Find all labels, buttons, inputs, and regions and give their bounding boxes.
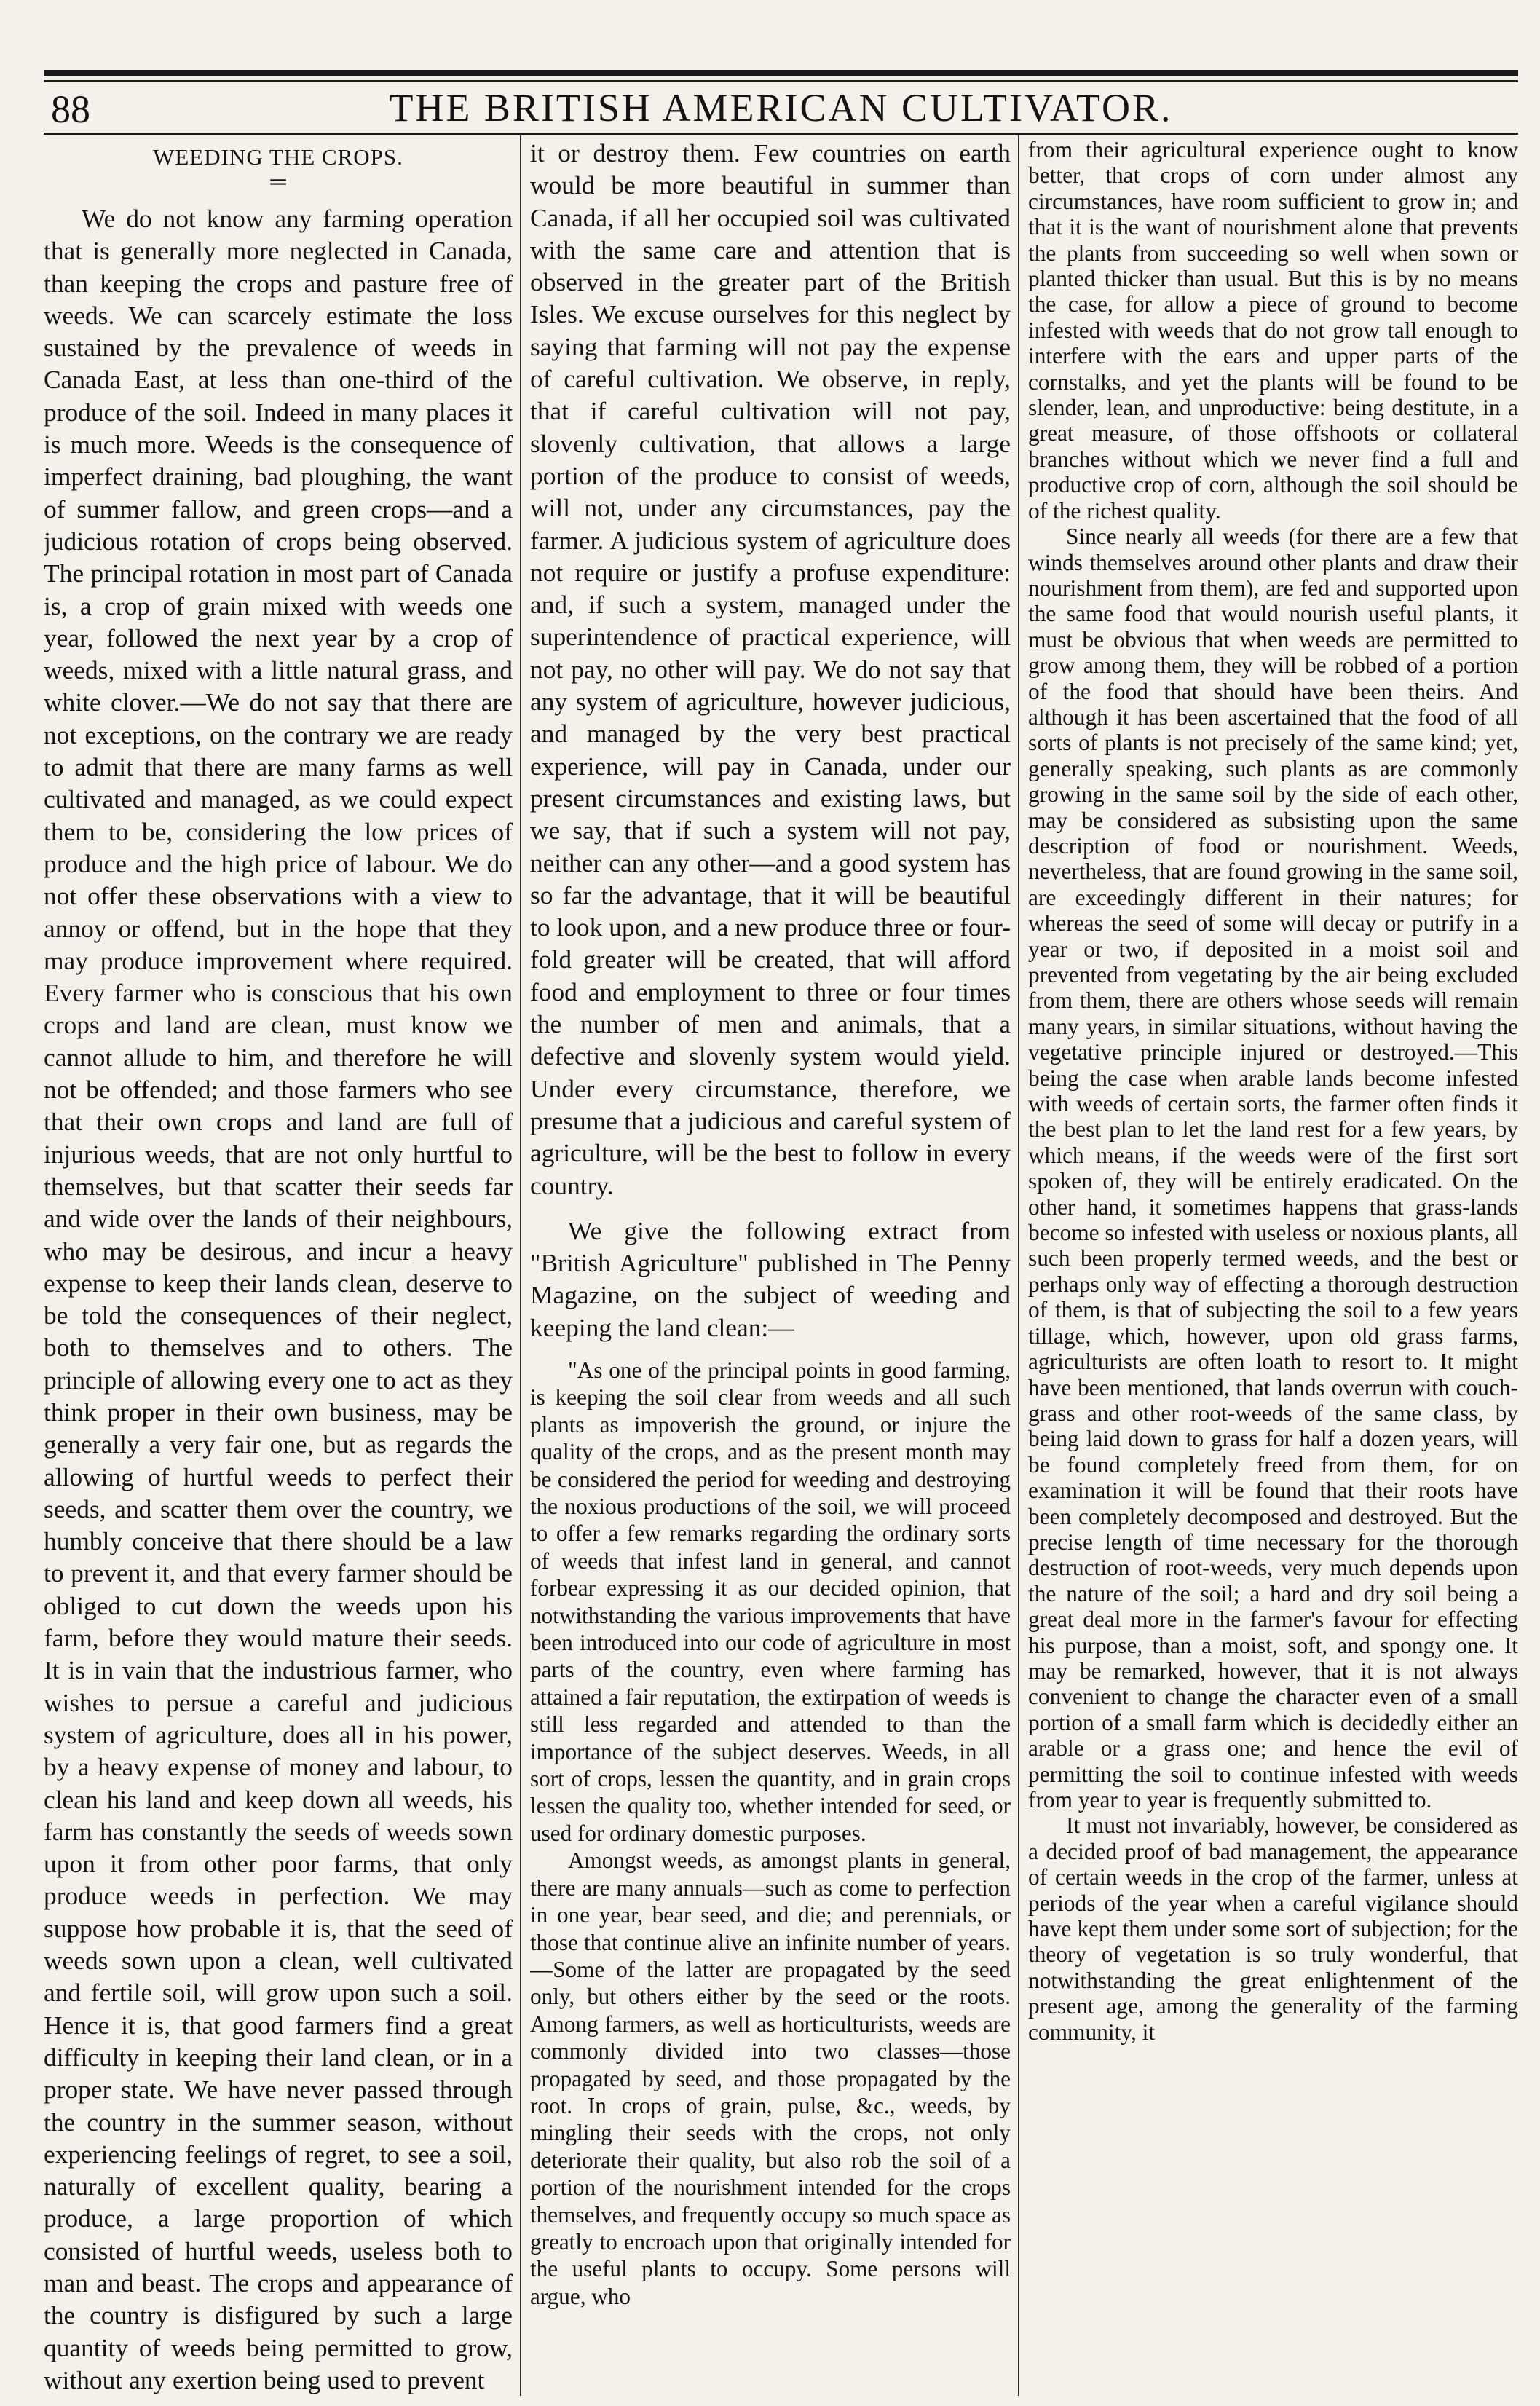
publication-title: THE BRITISH AMERICAN CULTIVATOR. xyxy=(389,86,1173,130)
column-divider xyxy=(520,135,521,2396)
paragraph: from their agricultural experience ought to know better, that crops of corn under almost any circumstances, have room sufficient to grow in; and that it is the want of nourishment alone that prevents the plants from succeeding so well when sown or planted thicker than usual. But this is by no means the case, for allow a piece of ground to become infested with weeds that do not grow tall enough to interfere with the ears and upper parts of the cornstalks, and yet the plants will be found to be slender, lean, and unproductive: being destitute, in a great measure, of those offshoots or collateral branches without which we never find a full and productive crop of corn, although the soil should be of the richest quality. xyxy=(1028,137,1518,524)
paragraph: It must not invariably, however, be considered as a decided proof of bad management, the appearance of certain weeds in the crop of the farmer, unless at periods of the year when a careful vigilance should have kept them under some sort of subjection; for the theory of vegetation is so truly wonderful, that notwithstanding the great enlightenment of the present age, among the generality of the farming community, it xyxy=(1028,1813,1518,2045)
paragraph: it or destroy them. Few countries on earth would be more beautiful in summer than Canada, if all her occupied soil was cultivated with the same care and attention that is observed in the greater part of the British Isles. We excuse ourselves for this neglect by saying that farming will not pay the expense of careful cultivation. We observe, in reply, that if careful cultivation will not pay, slovenly cultivation, that allows a large portion of the produce to consist of weeds, will not, under any circumstances, pay the farmer. A judicious system of agriculture does not require or justify a profuse expenditure: and, if such a system, managed under the superintendence of practical experience, will not pay, no other will pay. We do not say that any system of agriculture, however judicious, and managed by the very best practical experience, will pay in Canada, under our present circumstances and existing laws, but we say, that if such a system will not pay, neither can any other—and a good system has so far the advantage, that it will be beautiful to look upon, and a new produce three or four-fold greater will be created, that will afford food and employment to three or four times the number of men and animals, that a defective and slovenly system would yield. Under every circumstance, therefore, we presume that a judicious and careful system of agriculture, will be the best to follow in every country. xyxy=(530,138,1011,1200)
page-number: 88 xyxy=(51,87,90,131)
top-rule-thin xyxy=(44,80,1518,82)
column-2 xyxy=(530,137,1011,2396)
column-3 xyxy=(1028,137,1518,2396)
quoted-paragraph: Amongst weeds, as amongst plants in general, there are many annuals—such as come to perfection in one year, bear seed, and die; and perennials, or those that continue alive an infinite number of years.—Some of the latter are propagated by the seed only, but others either by the seed or the roots. Among farmers, as well as horticulturists, weeds are commonly divided into two classes—those propagated by seed, and those propagated by the root. In crops of grain, pulse, &c., weeds, by mingling their seeds with the crops, not only deteriorate their quality, but also rob the soil of a portion of the nourishment intended for the crops themselves, and frequently occupy so much space as greatly to encroach upon that originally intended for the useful plants to occupy. Some persons will argue, who xyxy=(530,1847,1011,2309)
header-rule xyxy=(44,133,1518,135)
paragraph: We give the following extract from "British Agriculture" published in The Penny Magazine, on the subject of weeding and keeping the land clean:— xyxy=(530,1215,1011,1342)
paragraph: Since nearly all weeds (for there are a few that winds themselves around other plants and draw their nourishment from them), are fed and supported upon the same food that would nourish useful plants, it must be obvious that when weeds are permitted to grow among them, they will be robbed of a portion of the food that should have been theirs. And although it has been ascertained that the food of all sorts of plants is not precisely of the same kind; yet, generally speaking, such plants as are commonly growing in the same soil by the side of each other, may be considered as subsisting upon the same description of food or nourishment. Weeds, nevertheless, that are found growing in the same soil, are exceedingly different in their natures; for whereas the seed of some will decay or putrify in a year or two, if deposited in a moist soil and prevented from vegetating by the air being excluded from them, there are others whose seeds will remain many years, in similar situations, without having the vegetative principle injured or destroyed.—This being the case when arable lands become infested with weeds of certain sorts, the farmer often finds it the best plan to let the land rest for a few years, by which means, if the weeds were of the first sort spoken of, they will be entirely eradicated. On the other hand, it sometimes happens that grass-lands become so infested with useless or noxious plants, all such been properly termed weeds, and the best or perhaps only way of effecting a thorough destruction of them, is that of subjecting the soil to a few years tillage, which, however, upon old grass farms, agriculturists are often loath to resort to. It might have been mentioned, that lands overrun with couch-grass and other root-weeds of the same class, by being laid down to grass for half a dozen years, will be found completely freed from them, for on examination it will be found that their roots have been completely decomposed and destroyed. But the precise length of time necessary for the thorough destruction of root-weeds, very much depends upon the nature of the soil; a hard and dry soil being a great deal more in the farmer's favour for effecting his purpose, than a moist, soft, and spongy one. It may be remarked, however, that it is not always convenient to change the character even of a small portion of a small farm which is decidedly either an arable or a grass one; and hence the evil of permitting the soil to continue infested with weeds from year to year is frequently submitted to. xyxy=(1028,524,1518,1813)
masthead xyxy=(44,84,1518,133)
top-rule xyxy=(44,70,1518,76)
article-heading: WEEDING THE CROPS. xyxy=(153,144,403,170)
quoted-paragraph: "As one of the principal points in good farming, is keeping the soil clear from weeds and all such plants as impoverish the ground, or injure the quality of the crops, and as the present month may be considered the period for weeding and destroying the noxious productions of the soil, we will proceed to offer a few remarks regarding the ordinary sorts of weeds that infest land in general, and cannot forbear expressing it as our decided opinion, that notwithstanding the various improvements that have been introduced into our code of agriculture in most parts of the country, even where farming has attained a fair reputation, the extirpation of weeds is still less regarded and attended to than the importance of the subject deserves. Weeds, in all sort of crops, lessen the quantity, and in grain crops lessen the quality too, whether intended for seed, or used for ordinary domestic purposes. xyxy=(530,1357,1011,1846)
column-1 xyxy=(44,137,513,2396)
paragraph: We do not know any farming operation that is generally more neglected in Canada, than keeping the crops and pasture free of weeds. We can scarcely estimate the loss sustained by the prevalence of weeds in Canada East, at less than one-third of the produce of the soil. Indeed in many places it is much more. Weeds is the consequence of imperfect draining, bad ploughing, the want of summer fallow, and green crops—and a judicious rotation of crops being observed. The principal rotation in most part of Canada is, a crop of grain mixed with weeds one year, followed the next year by a crop of weeds, mixed with a little natural grass, and white clover.—We do not say that there are not exceptions, on the contrary we are ready to admit that there are many farms as well cultivated and managed, as we could expect them to be, considering the low prices of produce and the high price of labour. We do not offer these observations with a view to annoy or offend, but in the hope that they may produce improvement where required. Every farmer who is conscious that his own crops and land are clean, must know we cannot allude to him, and therefore he will not be offended; and those farmers who see that their own crops and land are full of injurious weeds, that are not only hurtful to themselves, but that scatter their seeds far and wide over the lands of their neighbours, who may be desirous, and incur a heavy expense to keep their lands clean, deserve to be told the consequences of their neglect, both to themselves and to others. The principle of allowing every one to act as they think proper in their own business, may be generally a very fair one, but as regards the allowing of hurtful weeds to perfect their seeds, and scatter them over the country, we humbly conceive that there should be a law to prevent it, and that every farmer should be obliged to cut down the weeds upon his farm, before they would mature their seeds. It is in vain that the industrious farmer, who wishes to persue a careful and judicious system of agriculture, does all in his power, by a heavy expense of money and labour, to clean his land and keep down all weeds, his farm has constantly the seeds of weeds sown upon it from other poor farms, that only produce weeds in perfection. We may suppose how probable it is, that the seed of weeds sown upon a clean, well cultivated and fertile soil, will grow upon such a soil. Hence it is, that good farmers find a great difficulty in keeping their land clean, or in a proper state. We have never passed through the country in the summer season, without experiencing feelings of regret, to see a soil, naturally of excellent quality, bearing a produce, a large proportion of which consisted of hurtful weeds, useless both to man and beast. The crops and appearance of the country is disfigured by such a large quantity of weeds being permitted to grow, without any exertion being used to prevent xyxy=(44,204,513,2394)
heading-ornament: ═ xyxy=(270,170,286,194)
column-divider xyxy=(1018,135,1019,2396)
